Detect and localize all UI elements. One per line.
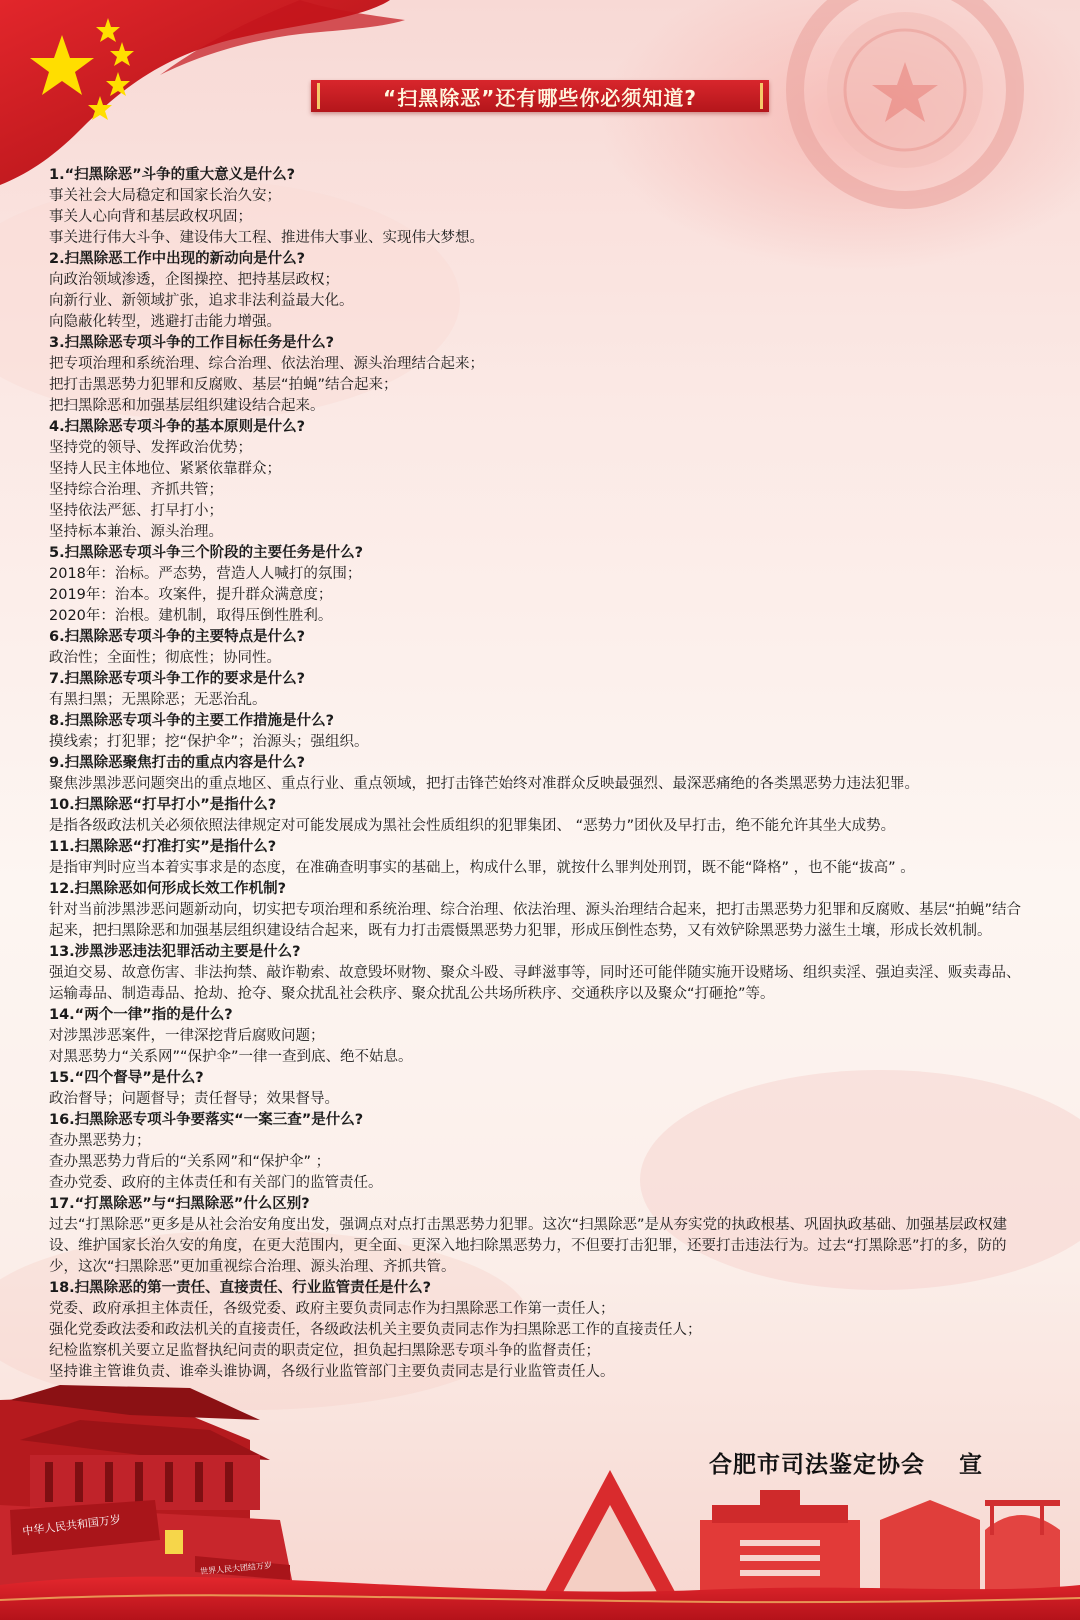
answer-line: 查办黑恶势力背后的“关系网”和“保护伞” ； — [49, 1154, 331, 1170]
answer-line: 摸线索；打犯罪；挖“保护伞”；治源头；强组织。 — [49, 734, 369, 750]
answer-line: 强化党委政法委和政法机关的直接责任，各级政法机关主要负责同志作为扫黑除恶工作的直接责任人； — [49, 1322, 702, 1338]
qa-item — [49, 1278, 1049, 1383]
question-heading: 5.扫黑除恶专项斗争三个阶段的主要任务是什么? — [49, 545, 364, 561]
answer-line: 事关社会大局稳定和国家长治久安； — [49, 188, 281, 204]
question-heading: 2.扫黑除恶工作中出现的新动向是什么? — [49, 251, 306, 267]
answer-line: 坚持党的领导、发挥政治优势； — [49, 440, 252, 456]
qa-item — [49, 1194, 1049, 1278]
answer-line: 聚焦涉黑涉恶问题突出的重点地区、重点行业、重点领域，把打击锋芒始终对准群众反映最强烈、最深恶痛绝的各类黑恶势力违法犯罪。 — [49, 776, 919, 792]
qa-item — [49, 1005, 1049, 1068]
question-heading: 14.“两个一律”指的是什么? — [49, 1007, 233, 1023]
answer-line: 对涉黑涉恶案件，一律深挖背后腐败问题； — [49, 1028, 325, 1044]
gate-slogan-left: 中华人民共和国万岁 — [21, 1513, 122, 1538]
answer-line: 把打击黑恶势力犯罪和反腐败、基层“拍蝇”结合起来； — [49, 377, 398, 393]
answer-line: 向隐蔽化转型，逃避打击能力增强。 — [49, 314, 281, 330]
answer-line: 坚持谁主管谁负责、谁牵头谁协调，各级行业监管部门主要负责同志是行业监管责任人。 — [49, 1364, 615, 1380]
question-heading: 8.扫黑除恶专项斗争的主要工作措施是什么? — [49, 713, 335, 729]
answer-line: 把扫黑除恶和加强基层组织建设结合起来。 — [49, 398, 325, 414]
answer-line: 过去“打黑除恶”更多是从社会治安角度出发，强调点对点打击黑恶势力犯罪。这次“扫黑除恶”是从夯实党的执政根基、巩固执政基础、加强基层政权建设、维护国家长治久安的角度，在更大范围内，更全面、更深入地扫除黑恶势力，不但要打击犯罪，还要打击违法行为。过去“打黑除恶”打的多，防的少，这次“扫黑除恶”更加重视综合治理、源头治理、齐抓共管。 — [49, 1217, 1008, 1275]
qa-item — [49, 1110, 1049, 1194]
answer-line: 是指各级政法机关必须依照法律规定对可能发展成为黑社会性质组织的犯罪集团、 “恶势力”团伙及早打击，绝不能允许其坐大成势。 — [49, 818, 896, 834]
answer-line: 坚持人民主体地位、紧紧依靠群众； — [49, 461, 281, 477]
qa-list — [49, 165, 1049, 1383]
qa-item — [49, 753, 1049, 795]
answer-line: 是指审判时应当本着实事求是的态度，在准确查明事实的基础上，构成什么罪，就按什么罪判处刑罚，既不能“降格” ，也不能“拔高” 。 — [49, 860, 915, 876]
qa-item — [49, 333, 1049, 417]
qa-item — [49, 837, 1049, 879]
qa-item — [49, 543, 1049, 627]
answer-line: 2020年：治根。建机制，取得压倒性胜利。 — [49, 608, 333, 624]
answer-line: 党委、政府承担主体责任，各级党委、政府主要负责同志作为扫黑除恶工作第一责任人； — [49, 1301, 615, 1317]
answer-line: 政治性；全面性；彻底性；协同性。 — [49, 650, 281, 666]
answer-line: 针对当前涉黑涉恶问题新动向，切实把专项治理和系统治理、综合治理、依法治理、源头治理结合起来，把打击黑恶势力犯罪和反腐败、基层“拍蝇”结合起来，把扫黑除恶和加强基层组织建设结合起来，既有力打击震慑黑恶势力犯罪，形成压倒性态势，又有效铲除黑恶势力滋生土壤，形成长效机制。 — [49, 902, 1022, 939]
question-heading: 15.“四个督导”是什么? — [49, 1070, 204, 1086]
question-heading: 1.“扫黑除恶”斗争的重大意义是什么? — [49, 167, 296, 183]
answer-line: 政治督导；问题督导；责任督导；效果督导。 — [49, 1091, 339, 1107]
title-banner — [311, 80, 769, 112]
answer-line: 纪检监察机关要立足监督执纪问责的职责定位，担负起扫黑除恶专项斗争的监督责任； — [49, 1343, 600, 1359]
question-heading: 10.扫黑除恶“打早打小”是指什么? — [49, 797, 277, 813]
question-heading: 3.扫黑除恶专项斗争的工作目标任务是什么? — [49, 335, 335, 351]
answer-line: 把专项治理和系统治理、综合治理、依法治理、源头治理结合起来； — [49, 356, 484, 372]
organization-name: 合肥市司法鉴定协会 — [709, 1452, 925, 1478]
answer-line: 坚持依法严惩、打早打小； — [49, 503, 223, 519]
publicity-mark: 宣 — [959, 1452, 983, 1478]
qa-item — [49, 417, 1049, 543]
qa-item — [49, 795, 1049, 837]
answer-line: 向新行业、新领域扩张，追求非法利益最大化。 — [49, 293, 354, 309]
question-heading: 12.扫黑除恶如何形成长效工作机制? — [49, 881, 287, 897]
answer-line: 向政治领域渗透，企图操控、把持基层政权； — [49, 272, 339, 288]
answer-line: 2019年：治本。攻案件，提升群众满意度； — [49, 587, 333, 603]
question-heading: 17.“打黑除恶”与“扫黑除恶”什么区别? — [49, 1196, 310, 1212]
answer-line: 有黑扫黑；无黑除恶；无恶治乱。 — [49, 692, 267, 708]
answer-line: 事关人心向背和基层政权巩固； — [49, 209, 252, 225]
footer-organization — [709, 1446, 983, 1479]
qa-item — [49, 627, 1049, 669]
question-heading: 9.扫黑除恶聚焦打击的重点内容是什么? — [49, 755, 306, 771]
page-title: “扫黑除恶”还有哪些你必须知道? — [383, 85, 697, 110]
answer-line: 对黑恶势力“关系网”“保护伞”一律一查到底、绝不姑息。 — [49, 1049, 413, 1065]
qa-item — [49, 165, 1049, 249]
qa-item — [49, 711, 1049, 753]
qa-item — [49, 1068, 1049, 1110]
answer-line: 查办黑恶势力； — [49, 1133, 151, 1149]
question-heading: 6.扫黑除恶专项斗争的主要特点是什么? — [49, 629, 306, 645]
qa-item — [49, 879, 1049, 942]
qa-item — [49, 249, 1049, 333]
answer-line: 坚持标本兼治、源头治理。 — [49, 524, 223, 540]
question-heading: 7.扫黑除恶专项斗争工作的要求是什么? — [49, 671, 306, 687]
answer-line: 查办党委、政府的主体责任和有关部门的监管责任。 — [49, 1175, 383, 1191]
answer-line: 强迫交易、故意伤害、非法拘禁、敲诈勒索、故意毁坏财物、聚众斗殴、寻衅滋事等，同时还可能伴随实施开设赌场、组织卖淫、强迫卖淫、贩卖毒品、运输毒品、制造毒品、抢劫、抢夺、聚众扰乱社会秩序、聚众扰乱公共场所秩序、交通秩序以及聚众“打砸抢”等。 — [49, 965, 1021, 1002]
question-heading: 18.扫黑除恶的第一责任、直接责任、行业监管责任是什么? — [49, 1280, 432, 1296]
qa-item — [49, 942, 1049, 1005]
question-heading: 11.扫黑除恶“打准打实”是指什么? — [49, 839, 277, 855]
question-heading: 16.扫黑除恶专项斗争要落实“一案三查”是什么? — [49, 1112, 364, 1128]
answer-line: 坚持综合治理、齐抓共管； — [49, 482, 223, 498]
question-heading: 4.扫黑除恶专项斗争的基本原则是什么? — [49, 419, 306, 435]
question-heading: 13.涉黑涉恶违法犯罪活动主要是什么? — [49, 944, 301, 960]
gate-slogan-right: 世界人民大团结万岁 — [199, 1560, 273, 1577]
answer-line: 2018年：治标。严态势，营造人人喊打的氛围； — [49, 566, 362, 582]
qa-item — [49, 669, 1049, 711]
answer-line: 事关进行伟大斗争、建设伟大工程、推进伟大事业、实现伟大梦想。 — [49, 230, 484, 246]
